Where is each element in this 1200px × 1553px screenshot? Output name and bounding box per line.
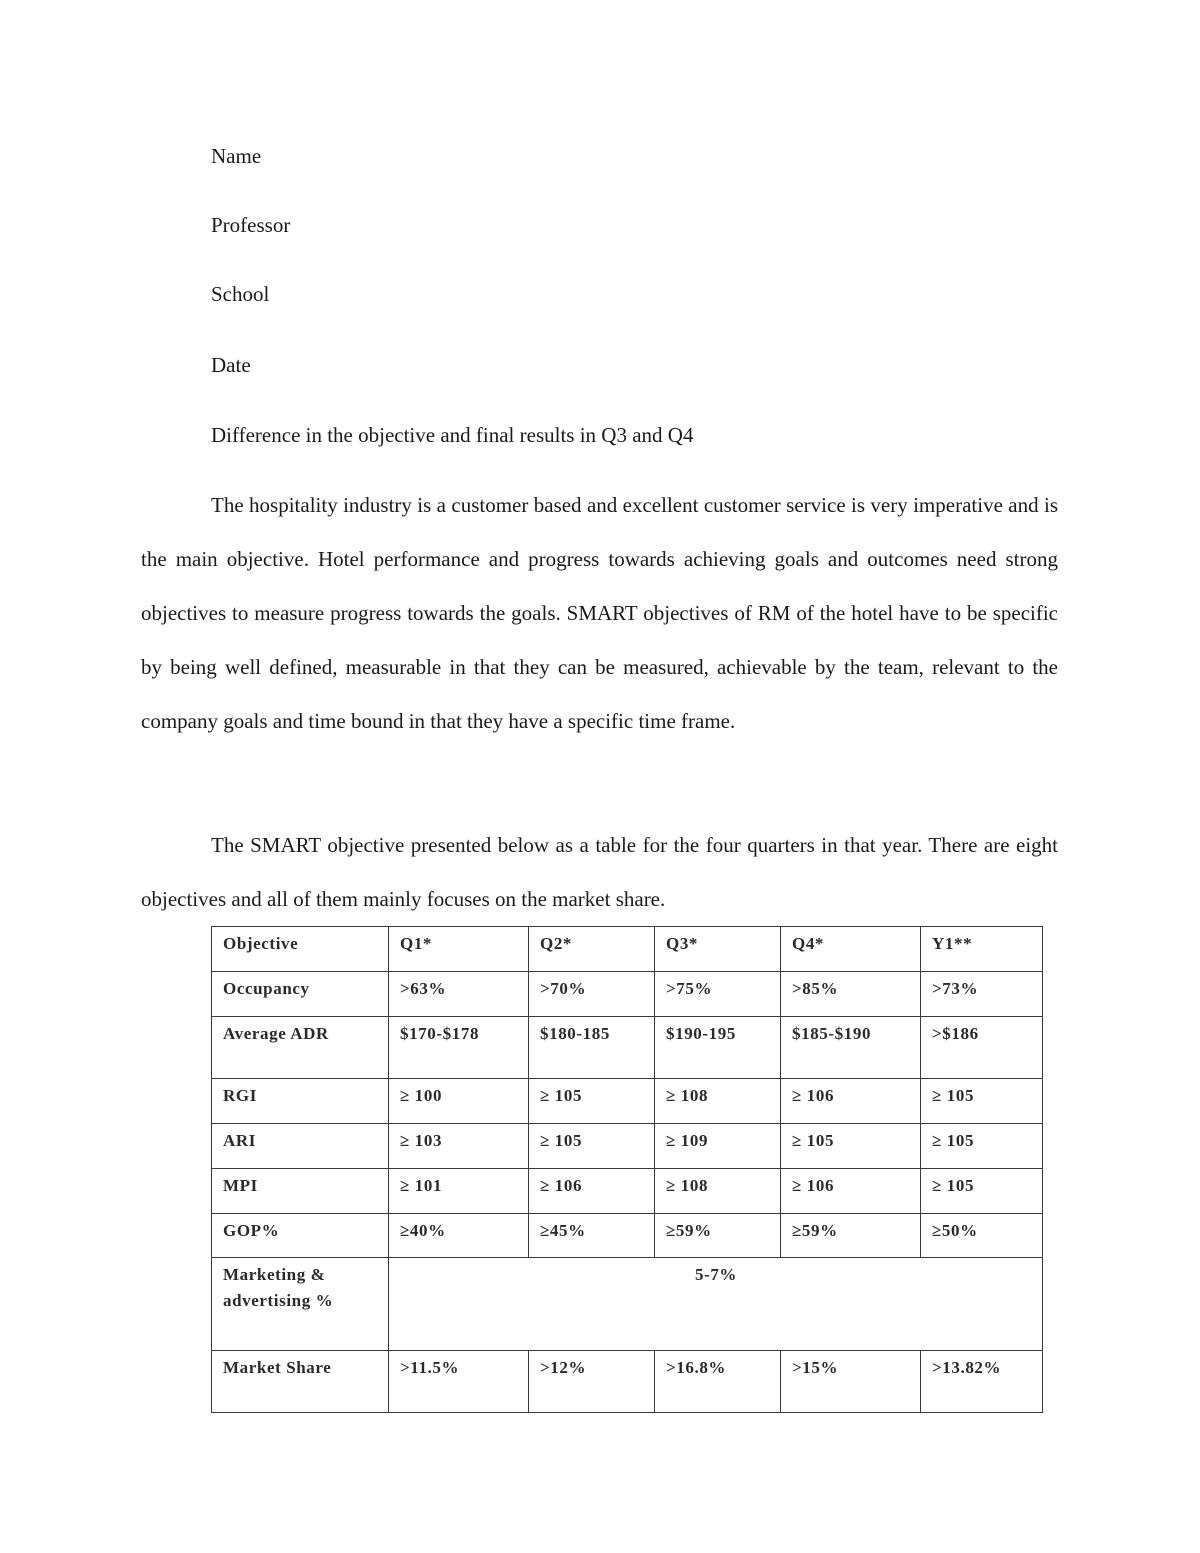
table-cell: $185-$190 xyxy=(781,1017,921,1079)
marketing-row xyxy=(212,1258,1043,1351)
table-cell: ≥ 108 xyxy=(655,1079,781,1124)
table-cell: >11.5% xyxy=(389,1351,529,1413)
table-cell: ≥ 103 xyxy=(389,1124,529,1169)
table-cell: >16.8% xyxy=(655,1351,781,1413)
table-cell: >63% xyxy=(389,972,529,1017)
table-cell: >73% xyxy=(921,972,1043,1017)
table-row xyxy=(212,1017,1043,1079)
table-cell: ≥ 106 xyxy=(781,1169,921,1214)
table-cell: $180-185 xyxy=(529,1017,655,1079)
header-cell: Q4* xyxy=(781,927,921,972)
row-label: GOP% xyxy=(212,1214,389,1258)
row-label: MPI xyxy=(212,1169,389,1214)
header-cell: Objective xyxy=(212,927,389,972)
table-cell: >$186 xyxy=(921,1017,1043,1079)
table-cell: ≥59% xyxy=(781,1214,921,1258)
table-cell: $170-$178 xyxy=(389,1017,529,1079)
table-cell: ≥45% xyxy=(529,1214,655,1258)
table-cell: ≥ 101 xyxy=(389,1169,529,1214)
table-cell: >13.82% xyxy=(921,1351,1043,1413)
table-cell: >12% xyxy=(529,1351,655,1413)
row-label: Occupancy xyxy=(212,972,389,1017)
table-cell: ≥ 105 xyxy=(921,1079,1043,1124)
date-line: Date xyxy=(211,353,251,377)
table-cell: ≥ 100 xyxy=(389,1079,529,1124)
table-cell: ≥ 106 xyxy=(781,1079,921,1124)
row-label: Average ADR xyxy=(212,1017,389,1079)
table-cell: ≥ 105 xyxy=(781,1124,921,1169)
header-cell: Q1* xyxy=(389,927,529,972)
table-row xyxy=(212,1169,1043,1214)
table-row xyxy=(212,1079,1043,1124)
table-header-row xyxy=(212,927,1043,972)
table-cell: ≥ 106 xyxy=(529,1169,655,1214)
table-cell: >15% xyxy=(781,1351,921,1413)
table-cell: ≥ 105 xyxy=(529,1079,655,1124)
row-label: ARI xyxy=(212,1124,389,1169)
row-label: Market Share xyxy=(212,1351,389,1413)
name-line: Name xyxy=(211,144,262,168)
header-cell: Y1** xyxy=(921,927,1043,972)
table-cell: >85% xyxy=(781,972,921,1017)
row-label: RGI xyxy=(212,1079,389,1124)
table-cell: ≥59% xyxy=(655,1214,781,1258)
document-title: Difference in the objective and final results in Q3 and Q4 xyxy=(211,423,694,447)
table-cell: ≥ 108 xyxy=(655,1169,781,1214)
table-row xyxy=(212,1124,1043,1169)
smart-objectives-table xyxy=(211,926,1043,1413)
table-cell: ≥ 105 xyxy=(921,1169,1043,1214)
table-cell: $190-195 xyxy=(655,1017,781,1079)
table-cell: >70% xyxy=(529,972,655,1017)
table-cell: ≥ 105 xyxy=(921,1124,1043,1169)
table-cell: ≥40% xyxy=(389,1214,529,1258)
intro-paragraph: The hospitality industry is a customer based and excellent customer service is very imperative and is the main objective. Hotel performance and progress towards achieving goals and outcomes need strong objectives to measure progress towards the goals. SMART objectives of RM of the hotel have to be specific by being well defined, measurable in that they can be measured, achievable by the team, relevant to the company goals and time bound in that they have a specific time frame. xyxy=(141,493,1058,733)
table-cell: ≥50% xyxy=(921,1214,1043,1258)
table-cell: ≥ 105 xyxy=(529,1124,655,1169)
table-row xyxy=(212,1214,1043,1258)
merged-cell: 5-7% xyxy=(389,1258,1043,1351)
header-cell: Q3* xyxy=(655,927,781,972)
row-label: Marketing & advertising % xyxy=(212,1258,389,1351)
school-line: School xyxy=(211,282,270,306)
header-cell: Q2* xyxy=(529,927,655,972)
table-cell: ≥ 109 xyxy=(655,1124,781,1169)
market-share-row xyxy=(212,1351,1043,1413)
table-cell: >75% xyxy=(655,972,781,1017)
table-intro-paragraph: The SMART objective presented below as a table for the four quarters in that year. There are eight objectives and all of them mainly focuses on the market share. xyxy=(141,833,1058,911)
professor-line: Professor xyxy=(211,213,291,237)
table-row xyxy=(212,972,1043,1017)
